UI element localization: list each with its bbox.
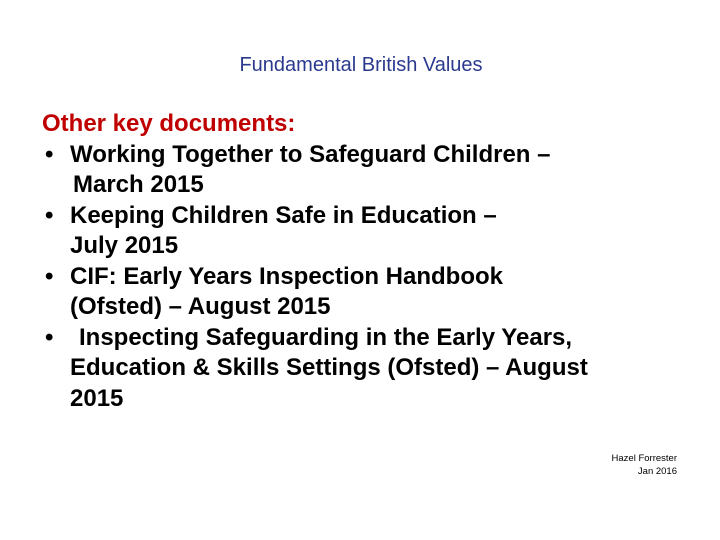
list-item-line: Keeping Children Safe in Education – bbox=[70, 201, 497, 229]
section-heading: Other key documents: bbox=[42, 110, 296, 137]
bullet-icon: • bbox=[45, 323, 54, 351]
slide-title: Fundamental British Values bbox=[239, 54, 483, 76]
list-item-line: Education & Skills Settings (Ofsted) – August bbox=[70, 354, 588, 381]
slide-content bbox=[42, 109, 702, 414]
list-item bbox=[42, 201, 702, 262]
list-item bbox=[42, 323, 702, 415]
list-item-line: 2015 bbox=[70, 384, 124, 412]
document-list bbox=[42, 140, 702, 415]
list-item-line: Working Together to Safeguard Children – bbox=[70, 140, 551, 168]
list-item-line: (Ofsted) – August 2015 bbox=[70, 293, 331, 320]
bullet-icon: • bbox=[45, 201, 54, 229]
list-item-line: CIF: Early Years Inspection Handbook bbox=[70, 262, 504, 290]
list-item-line: Inspecting Safeguarding in the Early Years, bbox=[79, 323, 573, 351]
list-item-line: March 2015 bbox=[73, 171, 204, 198]
footer-author: Hazel Forrester bbox=[611, 453, 677, 464]
bullet-icon: • bbox=[45, 262, 54, 290]
footer-date: Jan 2016 bbox=[637, 466, 677, 477]
list-item bbox=[42, 140, 702, 201]
list-item-line: July 2015 bbox=[70, 232, 179, 259]
bullet-icon: • bbox=[45, 140, 54, 168]
slide-footer bbox=[612, 452, 677, 478]
list-item bbox=[42, 262, 702, 323]
